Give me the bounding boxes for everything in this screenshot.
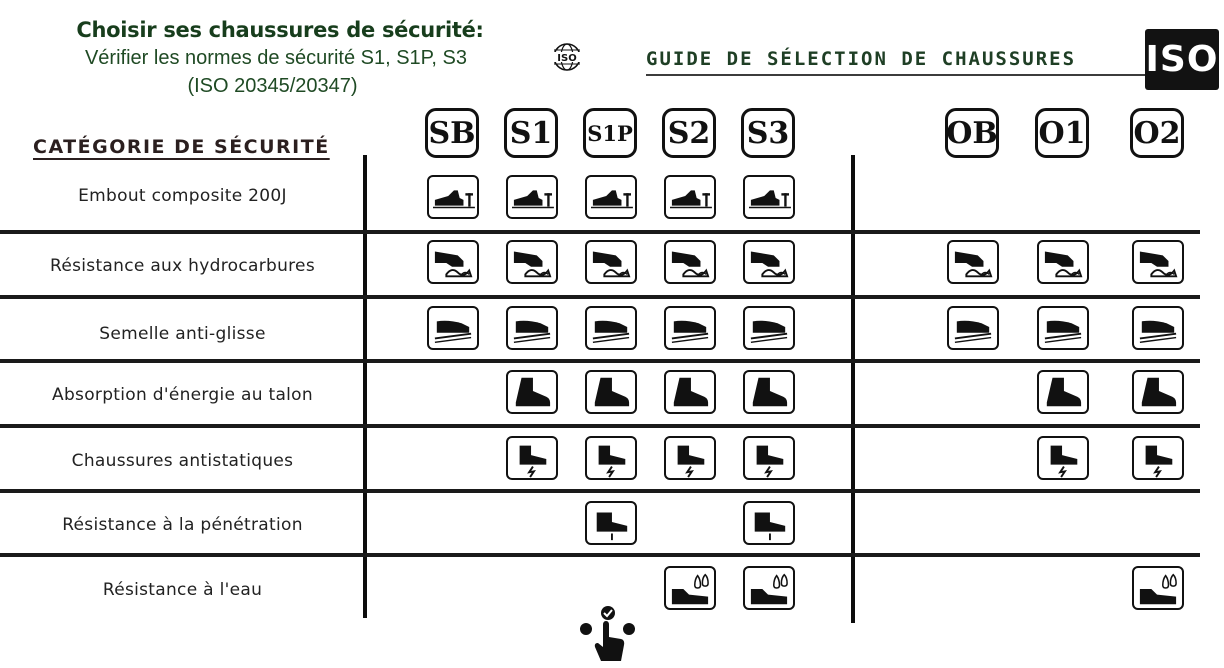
class-s2: S2 bbox=[662, 108, 716, 158]
guide-title: GUIDE DE SÉLECTION DE CHAUSSURES bbox=[646, 48, 1077, 70]
row-label: Chaussures antistatiques bbox=[71, 451, 294, 471]
globe-label: ISO bbox=[557, 53, 577, 64]
anti-slip-icon bbox=[947, 306, 999, 350]
anti-slip-icon bbox=[585, 306, 637, 350]
row-label: Embout composite 200J bbox=[78, 186, 287, 206]
guide-underline bbox=[646, 74, 1146, 76]
anti-slip-icon bbox=[506, 306, 558, 350]
anti-slip-icon bbox=[427, 306, 479, 350]
toe-cap-icon bbox=[743, 175, 795, 219]
anti-slip-icon bbox=[664, 306, 716, 350]
category-header: CATÉGORIE DE SÉCURITÉ bbox=[33, 136, 330, 158]
anti-slip-icon bbox=[1132, 306, 1184, 350]
row-separator bbox=[0, 553, 1200, 557]
toe-cap-icon bbox=[506, 175, 558, 219]
subtitle-line-1: Vérifier les normes de sécurité S1, S1P, S3 bbox=[84, 47, 468, 69]
penetration-icon bbox=[585, 501, 637, 545]
oil-resistance-icon bbox=[506, 240, 558, 284]
antistatic-icon bbox=[506, 436, 558, 480]
anti-slip-icon bbox=[743, 306, 795, 350]
water-resistance-icon bbox=[664, 566, 716, 610]
class-o1: O1 bbox=[1035, 108, 1089, 158]
iso-badge: ISO bbox=[1145, 29, 1219, 90]
toe-cap-icon bbox=[427, 175, 479, 219]
antistatic-icon bbox=[1037, 436, 1089, 480]
row-label: Semelle anti-glisse bbox=[99, 324, 266, 344]
antistatic-icon bbox=[1132, 436, 1184, 480]
class-s3: S3 bbox=[741, 108, 795, 158]
oil-resistance-icon bbox=[664, 240, 716, 284]
heel-energy-icon bbox=[585, 370, 637, 414]
antistatic-icon bbox=[664, 436, 716, 480]
water-resistance-icon bbox=[743, 566, 795, 610]
oil-resistance-icon bbox=[427, 240, 479, 284]
iso-globe-icon bbox=[546, 41, 588, 73]
antistatic-icon bbox=[585, 436, 637, 480]
oil-resistance-icon bbox=[947, 240, 999, 284]
row-label: Résistance à la pénétration bbox=[62, 515, 303, 535]
class-s1p: S1P bbox=[583, 108, 637, 158]
row-label: Résistance à l'eau bbox=[102, 580, 263, 600]
class-o2: O2 bbox=[1130, 108, 1184, 158]
class-ob: OB bbox=[945, 108, 999, 158]
touch-check-icon bbox=[577, 605, 639, 663]
water-resistance-icon bbox=[1132, 566, 1184, 610]
page-title: Choisir ses chaussures de sécurité: bbox=[76, 18, 484, 42]
class-s1: S1 bbox=[504, 108, 558, 158]
antistatic-icon bbox=[743, 436, 795, 480]
penetration-icon bbox=[743, 501, 795, 545]
oil-resistance-icon bbox=[743, 240, 795, 284]
oil-resistance-icon bbox=[1132, 240, 1184, 284]
toe-cap-icon bbox=[585, 175, 637, 219]
row-label: Résistance aux hydrocarbures bbox=[50, 256, 315, 276]
subtitle-line-2: (ISO 20345/20347) bbox=[187, 75, 358, 97]
heel-energy-icon bbox=[664, 370, 716, 414]
row-separator bbox=[0, 295, 1200, 299]
heel-energy-icon bbox=[743, 370, 795, 414]
row-separator bbox=[0, 230, 1200, 234]
heel-energy-icon bbox=[1037, 370, 1089, 414]
toe-cap-icon bbox=[664, 175, 716, 219]
anti-slip-icon bbox=[1037, 306, 1089, 350]
heel-energy-icon bbox=[1132, 370, 1184, 414]
class-sb: SB bbox=[425, 108, 479, 158]
heel-energy-icon bbox=[506, 370, 558, 414]
oil-resistance-icon bbox=[585, 240, 637, 284]
row-separator bbox=[0, 489, 1200, 493]
row-separator bbox=[0, 359, 1200, 363]
oil-resistance-icon bbox=[1037, 240, 1089, 284]
row-label: Absorption d'énergie au talon bbox=[52, 385, 313, 405]
row-separator bbox=[0, 424, 1200, 428]
